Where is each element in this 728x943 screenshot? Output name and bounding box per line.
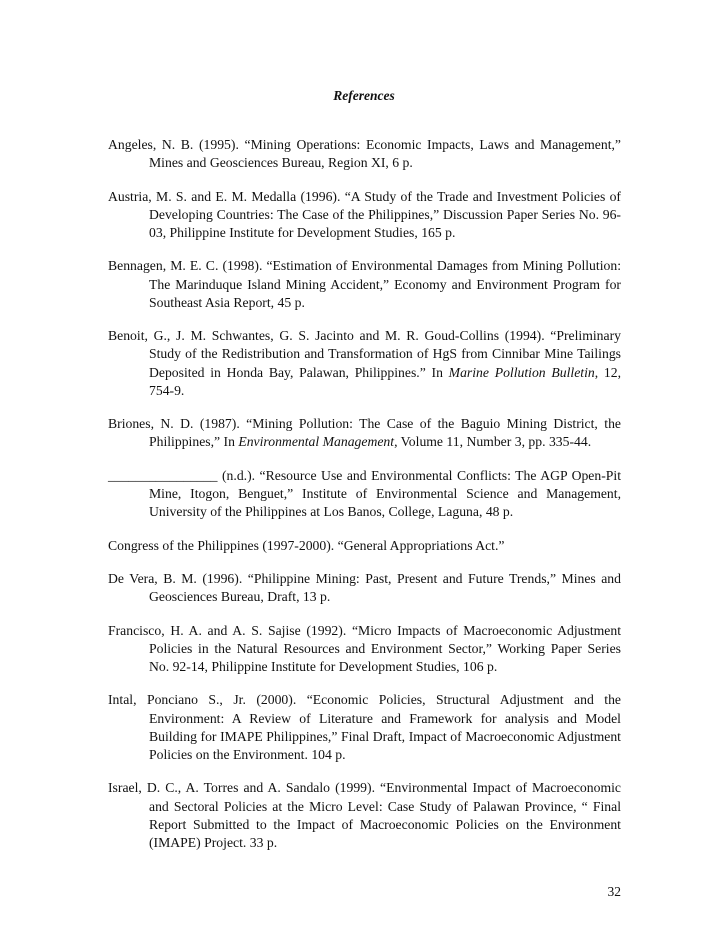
reference-text: Briones, N. D. (1987). “Mining Pollution: The Case of the Baguio Mining District, the Philippines,” In bbox=[108, 416, 621, 450]
reference-list bbox=[108, 136, 621, 867]
reference-briones-nd: ________________ (n.d.). “Resource Use and Environmental Conflicts: The AGP Open-Pit Mine, Itogon, Benguet,” Institute of Environmental Science and Management, University of the Philippines at Los Banos, College, Laguna, 48 p. bbox=[108, 467, 621, 520]
reference-bennagen-1998: Bennagen, M. E. C. (1998). “Estimation of Environmental Damages from Mining Pollution: The Marinduque Island Mining Accident,” Economy and Environment Program for Southeast Asia Report, 45 p. bbox=[108, 258, 621, 310]
page-number: 32 bbox=[607, 884, 621, 899]
reference-congress-1997: Congress of the Philippines (1997-2000). “General Appropriations Act.” bbox=[108, 537, 505, 553]
reference-text: , Volume 11, Number 3, pp. 335-44. bbox=[394, 434, 592, 450]
reference-text: Benoit, G., J. M. Schwantes, G. S. Jacinto and M. R. Goud-Collins (1994). “Preliminary Study of the Redistribution and Transformation of HgS from Cinnibar Mine Tailings Deposited in Honda Bay, Palawan, Philippines.” In bbox=[108, 328, 621, 380]
reference-briones-1987 bbox=[108, 415, 621, 451]
page-title: References bbox=[333, 88, 395, 103]
reference-francisco-1992: Francisco, H. A. and A. S. Sajise (1992). “Micro Impacts of Macroeconomic Adjustment Policies in the Natural Resources and Environment Sector,” Working Paper Series No. 92-14, Philippine Institute for Development Studies, 106 p. bbox=[108, 622, 621, 674]
reference-intal-2000: Intal, Ponciano S., Jr. (2000). “Economic Policies, Structural Adjustment and the Environment: A Review of Literature and Framework for analysis and Model Building for IMAPE Philippines,” Final Draft, Impact of Macroeconomic Adjustment Policies on the Environment. 104 p. bbox=[108, 692, 621, 762]
reference-israel-1999: Israel, D. C., A. Torres and A. Sandalo (1999). “Environmental Impact of Macroeconomic and Sectoral Policies at the Micro Level: Case Study of Palawan Province, “ Final Report Submitted to the Impact of Macroeconomic Policies on the Environment (IMAPE) Project. 33 p. bbox=[108, 780, 621, 850]
reference-text: , 12, 754-9. bbox=[149, 364, 622, 398]
reference-austria-1996: Austria, M. S. and E. M. Medalla (1996). “A Study of the Trade and Investment Policies of Developing Countries: The Case of the Philippines,” Discussion Paper Series No. 96-03, Philippine Institute for Development Studies, 165 p. bbox=[108, 188, 621, 240]
journal-title: Environmental Management bbox=[238, 434, 395, 450]
reference-benoit-1994 bbox=[108, 327, 621, 400]
reference-devera-1996: De Vera, B. M. (1996). “Philippine Mining: Past, Present and Future Trends,” Mines and Geosciences Bureau, Draft, 13 p. bbox=[108, 570, 621, 605]
reference-angeles-1995: Angeles, N. B. (1995). “Mining Operations: Economic Impacts, Laws and Management,” Mines and Geosciences Bureau, Region XI, 6 p. bbox=[108, 137, 621, 171]
journal-title: Marine Pollution Bulletin bbox=[448, 364, 595, 380]
